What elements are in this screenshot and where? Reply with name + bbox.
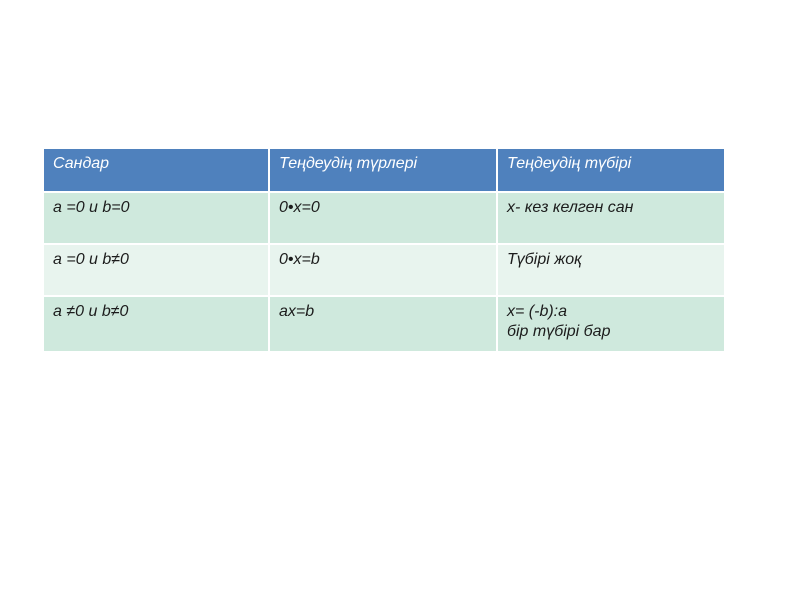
cell-equation-type: 0•x=b xyxy=(269,244,497,296)
cell-equation-type: 0•x=0 xyxy=(269,192,497,244)
root-line: x- кез келген сан xyxy=(507,199,634,216)
table-row xyxy=(43,244,725,296)
root-line: x= (-b):a xyxy=(507,303,568,320)
table-row xyxy=(43,296,725,352)
cell-root xyxy=(497,192,725,244)
root-line: Түбірі жоқ xyxy=(507,251,582,268)
cell-numbers: a ≠0 и b≠0 xyxy=(43,296,269,352)
header-root: Теңдеудің түбірі xyxy=(497,148,725,192)
cell-root xyxy=(497,244,725,296)
table-header-row xyxy=(43,148,725,192)
table-row xyxy=(43,192,725,244)
equation-table xyxy=(42,147,726,353)
cell-equation-type: ax=b xyxy=(269,296,497,352)
root-line: бір түбірі бар xyxy=(507,323,611,340)
cell-root xyxy=(497,296,725,352)
cell-numbers: a =0 и b≠0 xyxy=(43,244,269,296)
cell-numbers: a =0 и b=0 xyxy=(43,192,269,244)
header-numbers: Сандар xyxy=(43,148,269,192)
header-equation-type: Теңдеудің түрлері xyxy=(269,148,497,192)
